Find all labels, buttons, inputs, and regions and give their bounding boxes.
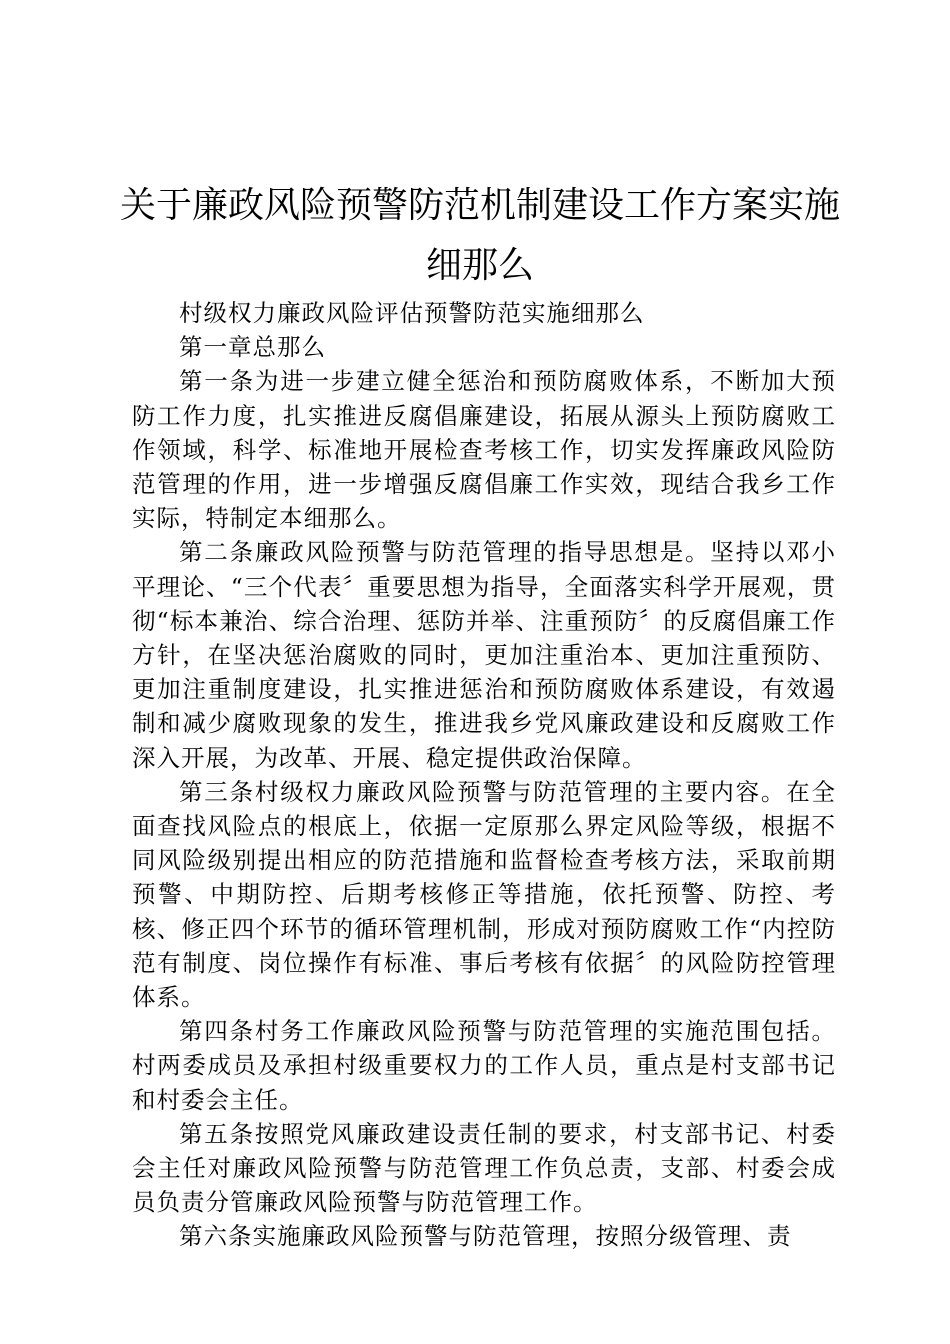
paragraph-article-5: 第五条按照党风廉政建设责任制的要求，村支部书记、村委会主任对廉政风险预警与防范管理工作负总责，支部、村委会成员负责分管廉政风险预警与防范管理工作。 [132, 1119, 836, 1217]
paragraph-subtitle: 村级权力廉政风险评估预警防范实施细那么 [179, 299, 645, 327]
paragraph-article-4: 第四条村务工作廉政风险预警与防范管理的实施范围包括。村两委成员及承担村级重要权力的工作人员，重点是村支部书记和村委会主任。 [132, 1017, 836, 1114]
paragraph-chapter-heading: 第一章总那么 [179, 333, 326, 362]
document-body [132, 296, 836, 1254]
paragraph-article-6: 第六条实施廉政风险预警与防范管理，按照分级管理、责 [179, 1222, 792, 1251]
document-title: 关于廉政风险预警防范机制建设工作方案实施细那么 [119, 185, 840, 286]
paragraph-article-1: 第一条为进一步建立健全惩治和预防腐败体系，不断加大预防工作力度，扎实推进反腐倡廉建设，拓展从源头上预防腐败工作领域，科学、标准地开展检查考核工作，切实发挥廉政风险防范管理的作用，进一步增强反腐倡廉工作实效，现结合我乡工作实际，特制定本细那么。 [132, 367, 836, 533]
paragraph-article-3: 第三条村级权力廉政风险预警与防范管理的主要内容。在全面查找风险点的根底上，依据一定原那么界定风险等级，根据不同风险级别提出相应的防范措施和监督检查考核方法，采取前期预警、中期防控、后期考核修正等措施，依托预警、防控、考核、修正四个环节的循环管理机制，形成对预防腐败工作“内控防范有制度、岗位操作有标准、事后考核有依据〞的风险防控管理体系。 [132, 777, 836, 1012]
paragraph-article-2: 第二条廉政风险预警与防范管理的指导思想是。坚持以邓小平理论、“三个代表〞重要思想为指导，全面落实科学开展观，贯彻“标本兼治、综合治理、惩防并举、注重预防〞的反腐倡廉工作方针，在坚决惩治腐败的同时，更加注重治本、更加注重预防、更加注重制度建设，扎实推进惩治和预防腐败体系建设，有效遏制和减少腐败现象的发生，推进我乡党风廉政建设和反腐败工作深入开展，为改革、开展、稳定提供政治保障。 [132, 538, 836, 772]
